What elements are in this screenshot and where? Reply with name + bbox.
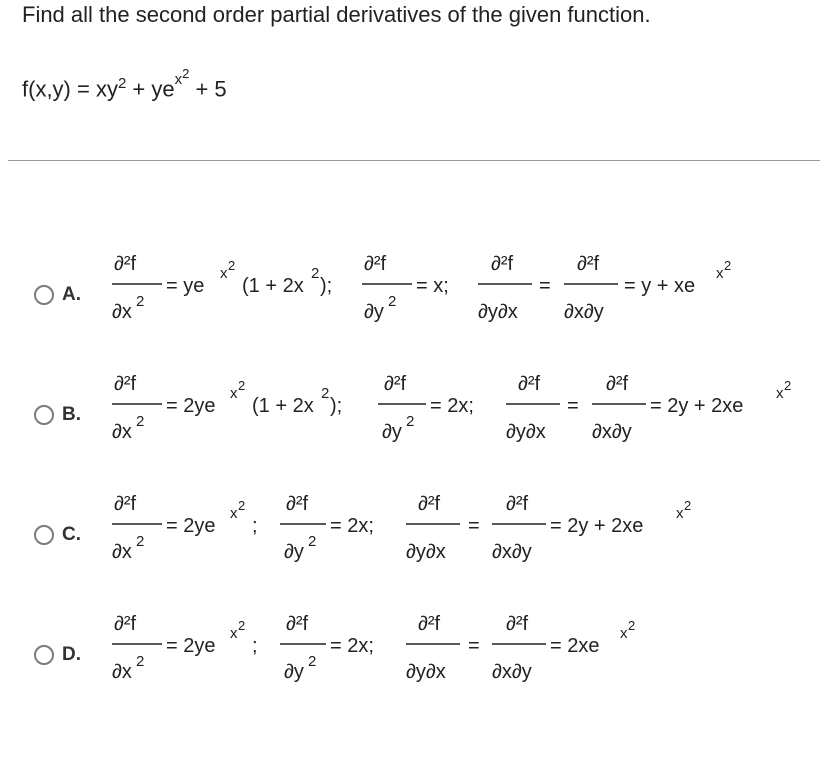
svg-text:= 2ye: = 2ye xyxy=(166,635,216,657)
option-label: A. xyxy=(62,284,81,305)
svg-text:;: ; xyxy=(252,635,258,657)
svg-text:=: = xyxy=(539,275,551,297)
svg-text:=: = xyxy=(468,635,480,657)
svg-text:2: 2 xyxy=(308,533,317,550)
svg-text:x: x xyxy=(716,265,724,282)
svg-text:=: = xyxy=(567,395,579,417)
svg-text:∂y: ∂y xyxy=(364,301,384,323)
svg-text:2: 2 xyxy=(684,498,692,513)
svg-text:= 2y + 2xe: = 2y + 2xe xyxy=(550,515,644,537)
svg-text:∂²f: ∂²f xyxy=(577,253,600,275)
svg-text:∂x: ∂x xyxy=(112,661,132,683)
svg-text:2: 2 xyxy=(136,653,145,670)
svg-text:(1 + 2x: (1 + 2x xyxy=(242,275,304,297)
svg-text:);: ); xyxy=(330,395,343,417)
svg-text:=: = xyxy=(468,515,480,537)
svg-text:∂y: ∂y xyxy=(382,421,402,443)
svg-text:∂²f: ∂²f xyxy=(114,493,137,515)
svg-text:x: x xyxy=(230,625,238,642)
svg-text:∂²f: ∂²f xyxy=(418,493,441,515)
option-label: B. xyxy=(62,404,81,425)
svg-text:∂²f: ∂²f xyxy=(491,253,514,275)
divider xyxy=(8,160,820,161)
svg-text:2: 2 xyxy=(238,618,246,633)
svg-text:∂²f: ∂²f xyxy=(606,373,629,395)
svg-text:∂x: ∂x xyxy=(112,301,132,323)
svg-text:2: 2 xyxy=(136,293,145,310)
svg-text:= 2xe: = 2xe xyxy=(550,635,600,657)
option-a[interactable] xyxy=(34,240,820,350)
svg-text:x: x xyxy=(620,625,628,642)
svg-text:∂²f: ∂²f xyxy=(418,613,441,635)
svg-text:∂²f: ∂²f xyxy=(114,253,137,275)
svg-text:∂y∂x: ∂y∂x xyxy=(506,421,546,443)
svg-text:= x;: = x; xyxy=(416,275,449,297)
svg-text:2: 2 xyxy=(388,293,397,310)
svg-text:∂y: ∂y xyxy=(284,661,304,683)
svg-text:∂y∂x: ∂y∂x xyxy=(406,661,446,683)
option-label: D. xyxy=(62,644,81,665)
option-label: C. xyxy=(62,524,81,545)
svg-text:x: x xyxy=(676,505,684,522)
svg-text:2: 2 xyxy=(311,265,320,282)
svg-text:2: 2 xyxy=(238,378,246,393)
svg-text:∂²f: ∂²f xyxy=(384,373,407,395)
svg-text:;: ; xyxy=(252,515,258,537)
svg-text:2: 2 xyxy=(308,653,317,670)
svg-text:2: 2 xyxy=(628,618,636,633)
option-c-equation xyxy=(34,480,820,590)
svg-text:∂x∂y: ∂x∂y xyxy=(564,301,604,323)
svg-text:∂y: ∂y xyxy=(284,541,304,563)
svg-text:∂x∂y: ∂x∂y xyxy=(592,421,632,443)
svg-text:∂²f: ∂²f xyxy=(506,613,529,635)
svg-text:(1 + 2x: (1 + 2x xyxy=(252,395,314,417)
svg-text:);: ); xyxy=(320,275,333,297)
svg-text:2: 2 xyxy=(406,413,415,430)
svg-text:= y + xe: = y + xe xyxy=(624,275,696,297)
svg-text:= 2x;: = 2x; xyxy=(430,395,474,417)
svg-text:x: x xyxy=(776,385,784,402)
svg-text:= 2y + 2xe: = 2y + 2xe xyxy=(650,395,744,417)
svg-text:2: 2 xyxy=(136,533,145,550)
option-b-equation xyxy=(34,360,820,470)
svg-text:∂²f: ∂²f xyxy=(286,493,309,515)
svg-text:= 2ye: = 2ye xyxy=(166,515,216,537)
svg-text:2: 2 xyxy=(724,258,732,273)
svg-text:= 2x;: = 2x; xyxy=(330,515,374,537)
svg-text:2: 2 xyxy=(321,385,330,402)
option-b[interactable] xyxy=(34,360,820,470)
svg-text:x: x xyxy=(230,505,238,522)
svg-text:∂y∂x: ∂y∂x xyxy=(478,301,518,323)
svg-text:= ye: = ye xyxy=(166,275,205,297)
svg-text:x: x xyxy=(220,265,228,282)
option-c[interactable] xyxy=(34,480,820,590)
svg-text:∂²f: ∂²f xyxy=(518,373,541,395)
svg-text:∂x∂y: ∂x∂y xyxy=(492,541,532,563)
svg-text:= 2ye: = 2ye xyxy=(166,395,216,417)
option-d[interactable] xyxy=(34,600,820,710)
question-text: Find all the second order partial derivatives of the given function. xyxy=(22,2,651,27)
svg-text:2: 2 xyxy=(784,378,792,393)
svg-text:∂x: ∂x xyxy=(112,541,132,563)
svg-text:∂²f: ∂²f xyxy=(506,493,529,515)
svg-text:∂²f: ∂²f xyxy=(364,253,387,275)
function-expression: $f(x,y) = xy^2 + ye^{x^2} + 5$ xyxy=(22,66,227,102)
svg-text:∂²f: ∂²f xyxy=(286,613,309,635)
svg-text:2: 2 xyxy=(238,498,246,513)
svg-text:∂x: ∂x xyxy=(112,421,132,443)
svg-text:∂²f: ∂²f xyxy=(114,613,137,635)
svg-text:∂x∂y: ∂x∂y xyxy=(492,661,532,683)
svg-text:2: 2 xyxy=(136,413,145,430)
option-d-equation xyxy=(34,600,820,710)
svg-text:= 2x;: = 2x; xyxy=(330,635,374,657)
svg-text:x: x xyxy=(230,385,238,402)
svg-text:2: 2 xyxy=(228,258,236,273)
svg-text:∂y∂x: ∂y∂x xyxy=(406,541,446,563)
option-a-equation xyxy=(34,240,820,350)
svg-text:∂²f: ∂²f xyxy=(114,373,137,395)
